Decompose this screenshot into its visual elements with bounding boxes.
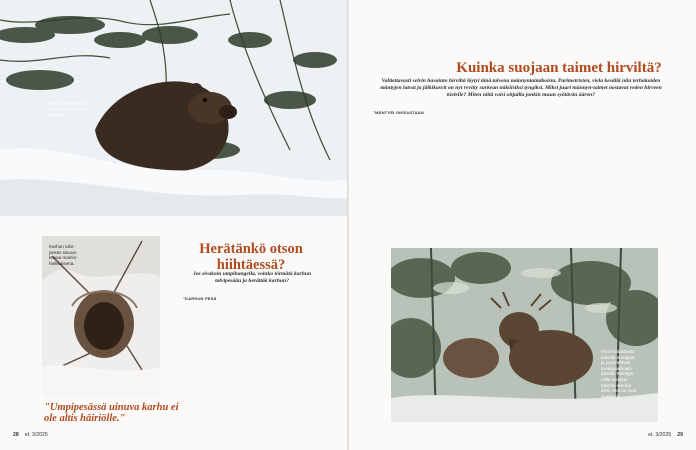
photo-caption-moose: Hirvet säästävät talvella energiaa ja pysyttelevät ruokapaikkojen lähellä. Mäntyjä niille maistuu talvella etenkin siksi, että ne ovat saatavilla. xyxy=(601,349,637,399)
magazine-issue-right: et. 3/2025 xyxy=(648,432,672,438)
body-column-left xyxy=(183,296,321,406)
folio-left xyxy=(13,432,48,438)
article-headline-right: Kuinka suojaan taimet hirviltä? xyxy=(456,60,662,76)
article-headline-left: Herätänkö otson hiihtäessä? xyxy=(199,241,303,273)
folio-right xyxy=(648,432,683,438)
body-lead-left: "KARHUN PESÄ xyxy=(183,296,217,301)
body-lead-right: "MÄNTYEI OIKEASTAAN xyxy=(373,110,424,115)
magazine-issue-left: et. 3/2025 xyxy=(24,432,48,438)
pull-quote: "Umpipesässä uinuva karhu ei ole altis häiriölle." xyxy=(44,402,179,424)
photo-caption-top: Karhut heräile-vät Suomessa tulkittuun aikaan. xyxy=(49,101,91,118)
article-deck-left: Jos sivakoin umpihangella, voinko törmätä karhun talvipesään ja herättää karhun? xyxy=(192,271,312,284)
article-deck-right: Valitettavasti selvin havainto hirviltä löytyi tänä talvena männyntaimikoista. Parimetristen, viela kesällä niin terhakoiden mäntyjen latvat ja jälkikasvit on nyt revitty surkean näköisiksi tyngiksi. Miksi juuri männyn-taimet nostavat veden hirveen kielelle? Miten niitä voisi ohjailla jonkin muun syötävän äären? xyxy=(380,78,662,98)
page-number-right: 29 xyxy=(677,432,683,438)
photo-caption-den: Karhun talvi-pesän sisuus-kuvaa mainio-hiekkaisena. xyxy=(49,244,78,266)
page-number-left: 28 xyxy=(13,432,19,438)
body-column-right-1 xyxy=(373,110,515,236)
